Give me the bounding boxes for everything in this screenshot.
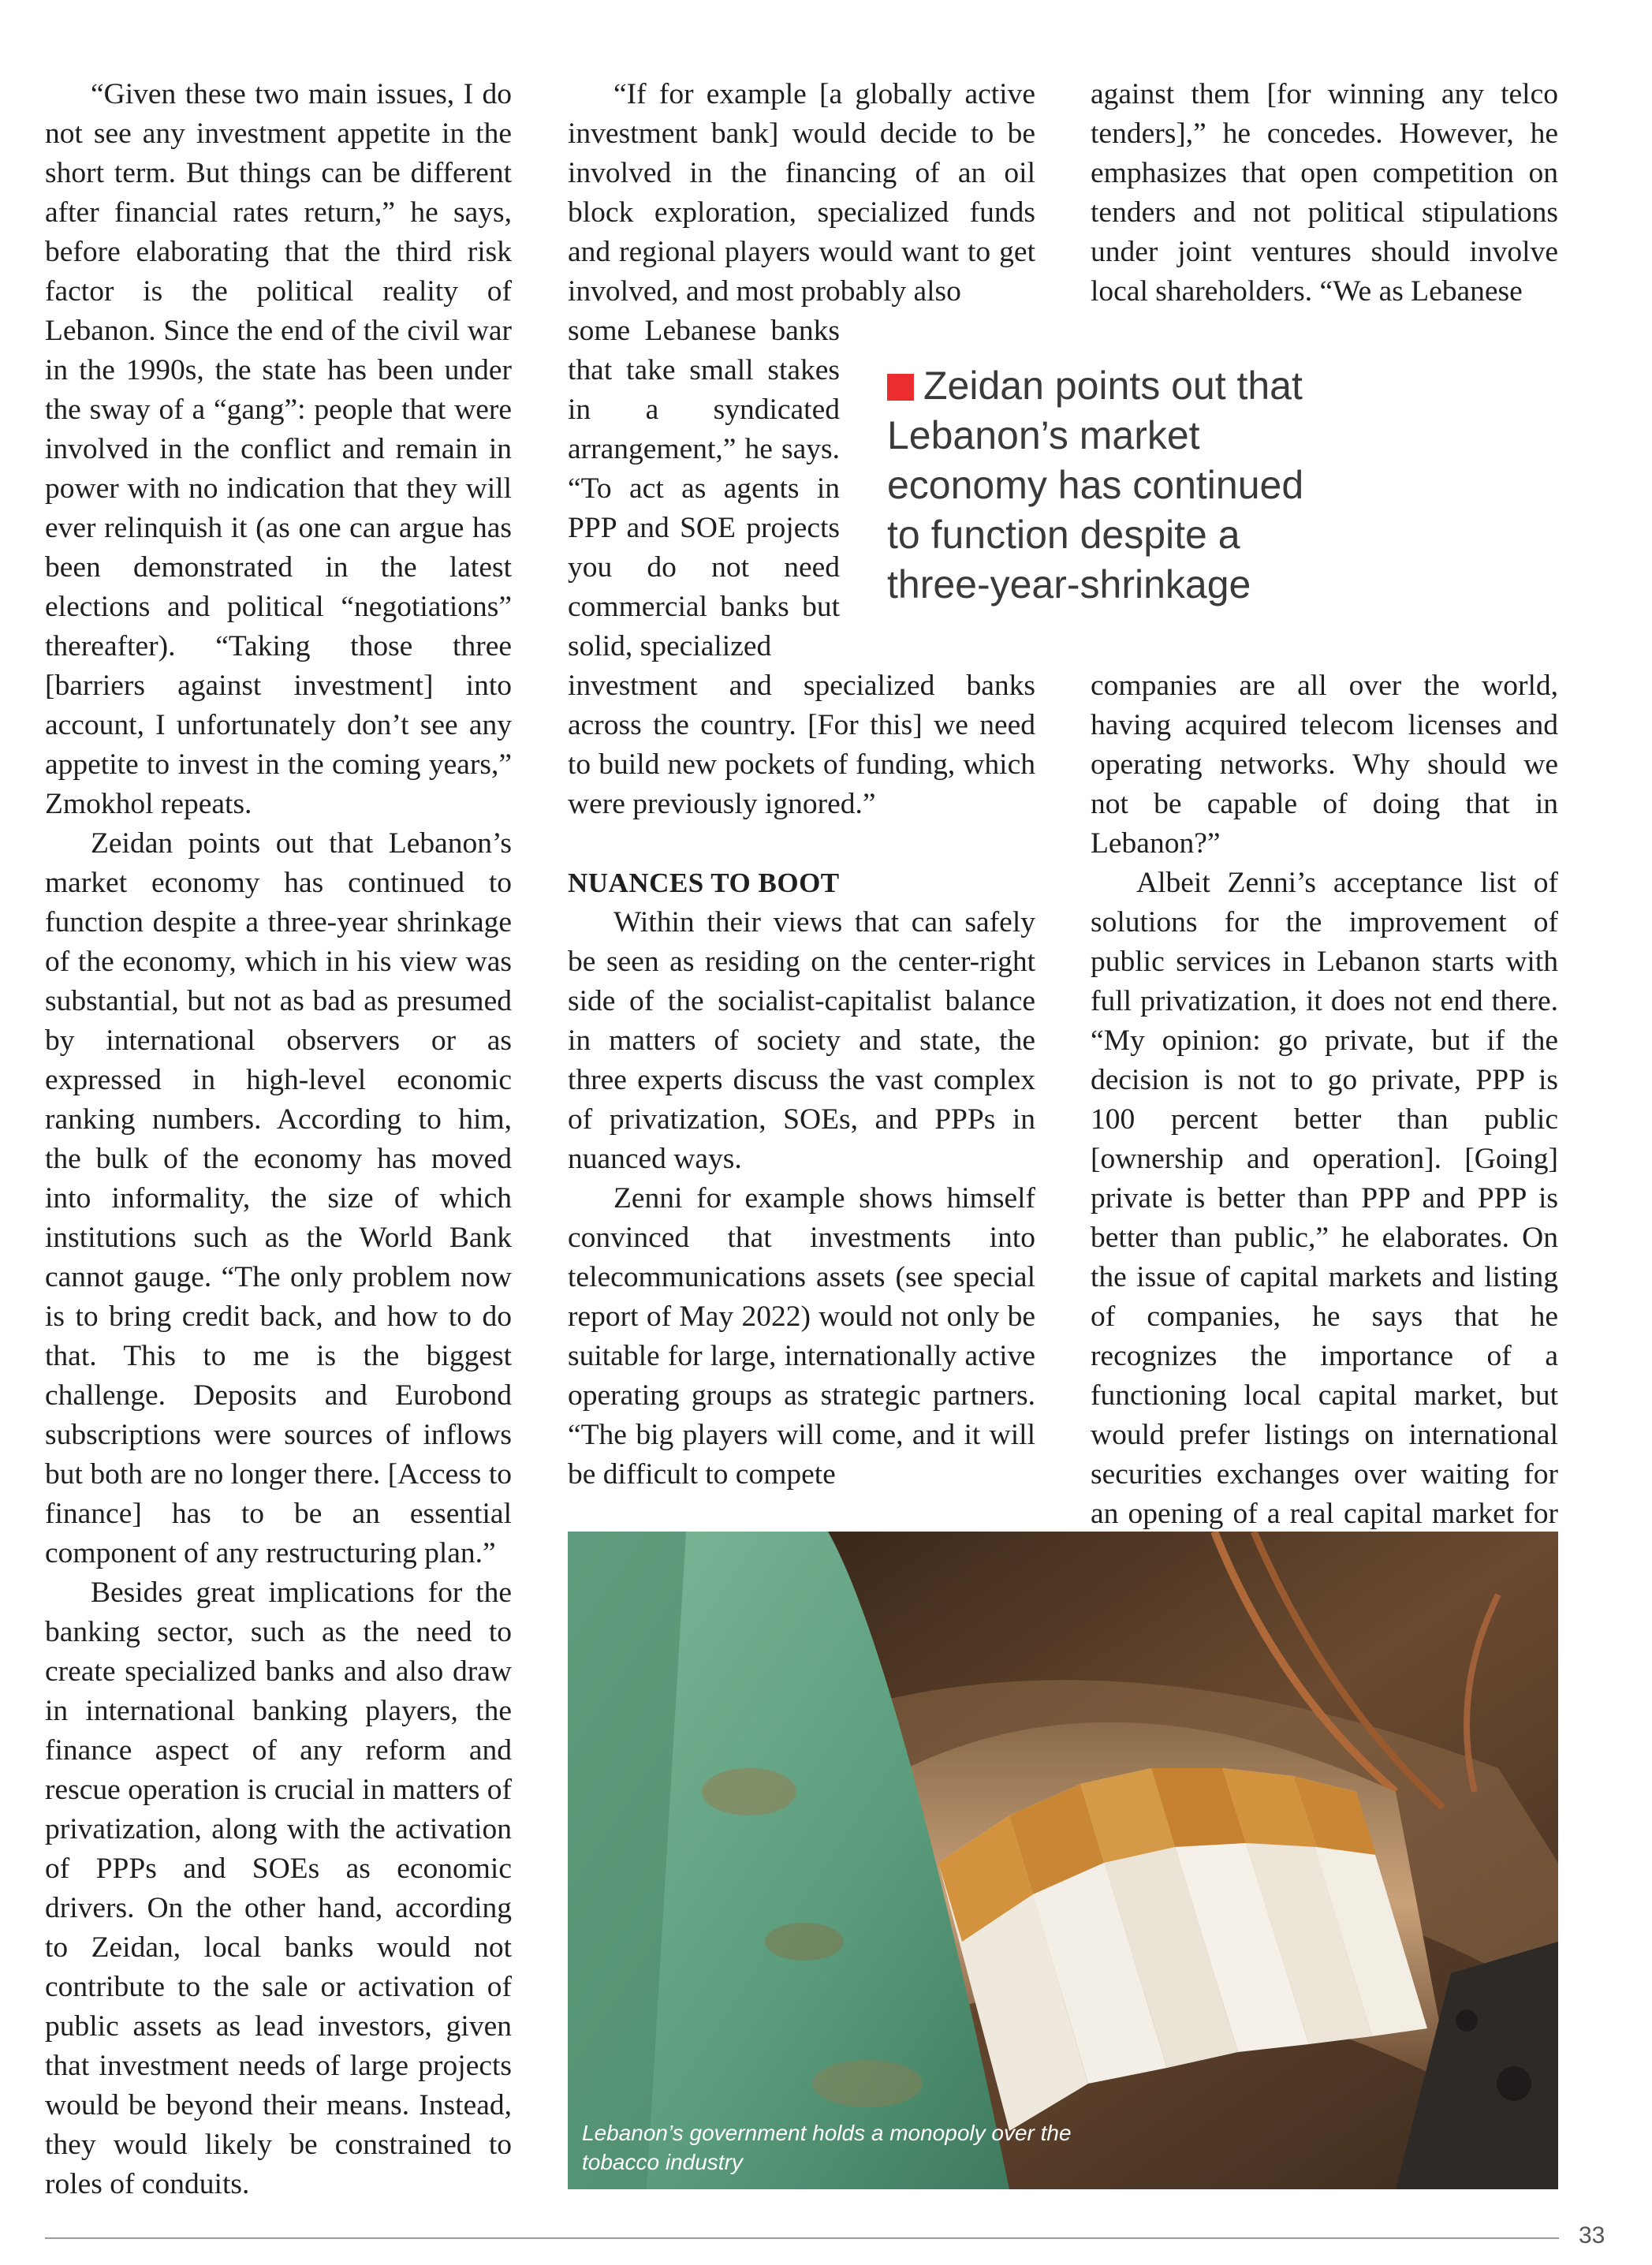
- paragraph: companies are all over the world, having acquired telecom licenses and operating networks. Why should we not be capable of doing that in Lebanon?”: [1091, 670, 1558, 860]
- pull-quote-marker-icon: [887, 374, 914, 401]
- paragraph: Zeidan points out that Lebanon’s market economy has continued to function despite a three-year shrinkage of the economy, which in his view was substantial, but not as bad as presumed by international observers or as expressed in high-level economic ranking numbers. According to him, the bulk of the economy has moved into informality, the size of which institutions such as the World Bank cannot gauge. “The only problem now is to bring credit back, and how to do that. This to me is the biggest challenge. Deposits and Eurobond subscriptions were sources of inflows but both are no longer there. [Access to finance] has to be an essential component of any restructuring plan.”: [45, 827, 512, 1569]
- paragraph: “If for example [a globally active investment bank] would decide to be involved in the financing of an oil block exploration, specialized funds and regional players would want to get involved, and most probably also: [568, 78, 1035, 308]
- photo-caption: Lebanon’s government holds a monopoly over the tobacco industry: [582, 2121, 1072, 2174]
- paragraph: “Given these two main issues, I do not see any investment appetite in the short term. But things can be different after financial rates return,” he says, before elaborating that the third risk factor is the political reality of Lebanon. Since the end of the civil war in the 1990s, the state has been under the sway of a “gang”: people that were involved in the conflict and remain in power with no indication that they will ever relinquish it (as one can argue has been demonstrated in the latest elections and political “negotiations” thereafter). “Taking those three [barriers against investment] into account, I unfortunately don’t see any appetite to invest in the coming years,” Zmokhol repeats.: [45, 78, 512, 820]
- article-column-3-top: [1091, 75, 1558, 312]
- article-column-2-bottom: [568, 666, 1035, 1494]
- article-column-1: [45, 75, 512, 2204]
- article-column-2-narrow: [568, 312, 840, 666]
- photo-illustration: [568, 1532, 1558, 2189]
- footer-divider: [45, 2237, 1559, 2239]
- article-column-2-top: [568, 75, 1035, 312]
- paragraph: Zenni for example shows himself convinced that investments into telecommunications assets (see special report of May 2022) would not only be suitable for large, internationally active operating groups as strategic partners. “The big players will come, and it will be difficult to compete: [568, 1182, 1035, 1491]
- paragraph: Besides great implications for the banking sector, such as the need to create specialized banks and also draw in international banking players, the finance aspect of any reform and rescue operation is crucial in matters of privatization, along with the activation of PPPs and SOEs as economic drivers. On the other hand, according to Zeidan, local banks would not contribute to the sale or activation of public assets as lead investors, given that investment needs of large projects would be beyond their means. Instead, they would likely be constrained to roles of conduits.: [45, 1577, 512, 2200]
- pull-quote: [887, 361, 1329, 610]
- paragraph: investment and specialized banks across the country. [For this] we need to build new pockets of funding, which were previously ignored.”: [568, 670, 1035, 820]
- page-number: 33: [1579, 2222, 1605, 2248]
- article-column-3-bottom: [1091, 666, 1558, 1573]
- paragraph: Within their views that can safely be seen as residing on the center-right side of the socialist-capitalist balance in matters of society and state, the three experts discuss the vast complex of privatization, SOEs, and PPPs in nuanced ways.: [568, 906, 1035, 1175]
- paragraph: against them [for winning any telco tenders],” he concedes. However, he emphasizes that open competition on tenders and not political stipulations under joint ventures should involve local shareholders. “We as Lebanese: [1091, 78, 1558, 308]
- tobacco-machine-photo: [568, 1532, 1558, 2189]
- paragraph: Albeit Zenni’s acceptance list of solutions for the improvement of public services in Lebanon starts with full privatization, it does not end there. “My opinion: go private, but if the decision is not to go private, PPP is 100 percent better than public [ownership and operation]. [Going] private is better than PPP and PPP is better than public,” he elaborates. On the issue of capital markets and listing of companies, he says that he recognizes the importance of a functioning local capital market, but would prefer listings on international securities exchanges over waiting for an opening of a real capital market for: [1091, 867, 1558, 1530]
- section-heading: NUANCES TO BOOT: [568, 868, 840, 898]
- pull-quote-text: Zeidan points out that Lebanon’s market economy has continued to function despite a three-year-shrinkage: [887, 364, 1304, 606]
- paragraph: some Lebanese banks that take small stakes in a syndicated arrangement,” he says. “To act as agents in PPP and SOE projects you do not need commercial banks but solid, specialized: [568, 315, 840, 662]
